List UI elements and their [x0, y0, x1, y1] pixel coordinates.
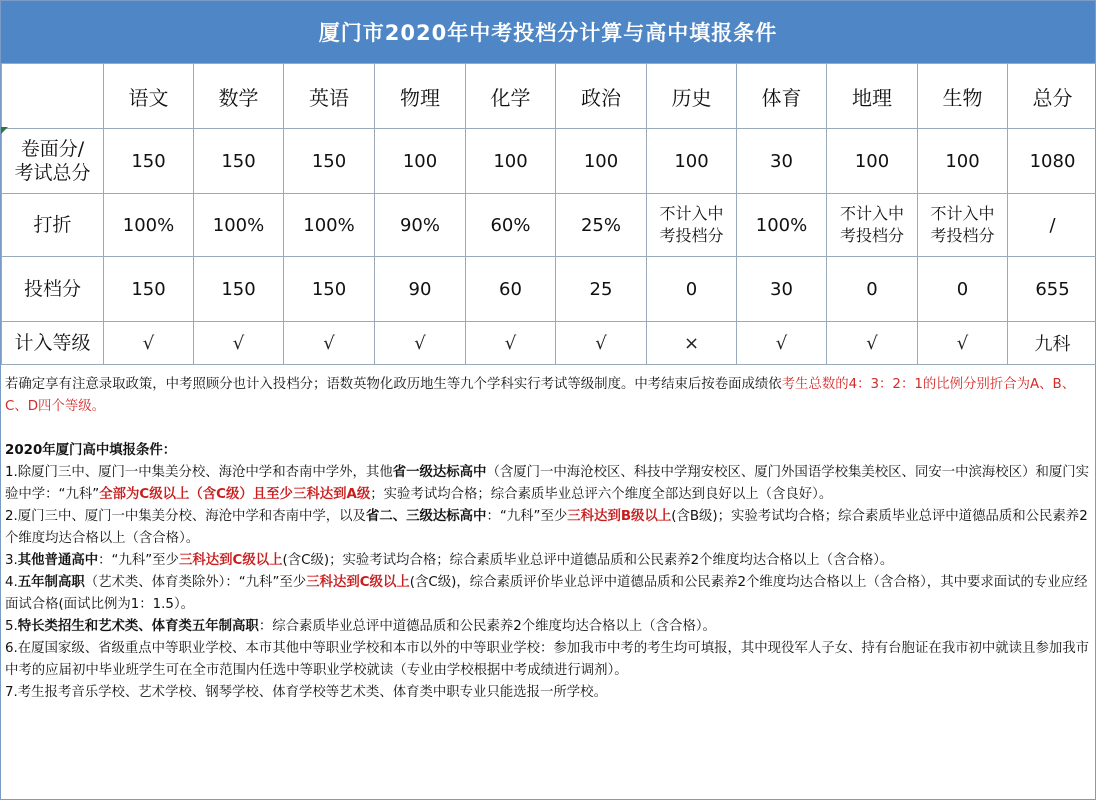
- condition-text: (含C级)，综合素质评价毕业总评中道德品质和公民素养2个维度均达合格以上（含合格），其中要求面试的专业应经面试合格(面试比例为1：1.5）。: [5, 575, 1088, 612]
- cross-icon: ×: [647, 322, 737, 365]
- condition-highlight: 全部为C级以上（含C级）且至少三科达到A级: [99, 487, 371, 502]
- table-cell: 150: [194, 129, 284, 194]
- check-icon: √: [194, 322, 284, 365]
- condition-text: (含B级)；实验考试均合格；综合素质毕业总评中道德品质和公民素养2个维度均达合格以上（含合格）。: [5, 509, 1088, 546]
- condition-2: [5, 506, 1091, 550]
- condition-text: ；实验考试均合格；综合素质毕业总评六个维度全部达到良好以上（含良好）。: [370, 487, 833, 502]
- check-icon: √: [827, 322, 918, 365]
- table-cell: 25%: [556, 194, 647, 257]
- intro-text: 若确定享有注意录取政策，中考照顾分也计入投档分；语数英物化政历地生等九个学科实行考试等级制度。中考结束后按卷面成绩依: [5, 377, 782, 392]
- condition-4: [5, 572, 1091, 616]
- table-cell: 100: [918, 129, 1008, 194]
- condition-text: （含厦门一中海沧校区、科技中学翔安校区、厦门外国语学校集美校区、同安一中滨海校区）和厦门实验中学：“九科”: [5, 465, 1090, 502]
- table-cell: 100: [556, 129, 647, 194]
- score-table: [1, 63, 1096, 365]
- table-header-cell: 地理: [827, 64, 918, 129]
- table-row: [2, 322, 1096, 365]
- condition-text: ：“九科”至少: [98, 553, 179, 568]
- table-cell: 150: [284, 257, 375, 322]
- table-cell: 150: [194, 257, 284, 322]
- notes-section: [1, 374, 1095, 704]
- condition-3: [5, 550, 1091, 572]
- condition-1: [5, 462, 1091, 506]
- table-cell: 100%: [737, 194, 827, 257]
- table-cell: 0: [647, 257, 737, 322]
- table-cell: 不计入中 考投档分: [647, 194, 737, 257]
- spacer: [5, 418, 1091, 440]
- intro-highlight: 考生总数的4：3：2：1的比例分别折合为A、B、C、D四个等级。: [5, 377, 1076, 414]
- table-cell: 150: [104, 129, 194, 194]
- table-cell: 0: [918, 257, 1008, 322]
- table-header-cell: 物理: [375, 64, 466, 129]
- table-header-cell: 体育: [737, 64, 827, 129]
- condition-bold: 省二、三级达标高中: [365, 509, 487, 524]
- table-cell: 30: [737, 257, 827, 322]
- row-label: 打折: [2, 194, 104, 257]
- condition-5: [5, 616, 1091, 638]
- condition-text: 3.: [5, 553, 18, 568]
- table-cell: 150: [284, 129, 375, 194]
- condition-bold: 省一级达标高中: [392, 465, 487, 480]
- table-header-cell: 政治: [556, 64, 647, 129]
- condition-text: 1.除厦门三中、厦门一中集美分校、海沧中学和杏南中学外，其他: [5, 465, 393, 480]
- row-label: 卷面分/ 考试总分: [2, 129, 104, 194]
- table-row: [2, 257, 1096, 322]
- table-cell: 655: [1008, 257, 1096, 322]
- table-cell: 不计入中 考投档分: [827, 194, 918, 257]
- condition-text: 5.: [5, 619, 18, 634]
- table-cell: 100%: [284, 194, 375, 257]
- table-row: [2, 129, 1096, 194]
- check-icon: √: [104, 322, 194, 365]
- table-cell: 100: [375, 129, 466, 194]
- page-title: 厦门市2020年中考投档分计算与高中填报条件: [1, 1, 1095, 63]
- condition-text: ：综合素质毕业总评中道德品质和公民素养2个维度均达合格以上（含合格）。: [258, 619, 716, 634]
- table-row: [2, 194, 1096, 257]
- condition-text: 2.厦门三中、厦门一中集美分校、海沧中学和杏南中学，以及: [5, 509, 366, 524]
- table-cell: 60%: [466, 194, 556, 257]
- table-header-cell: 生物: [918, 64, 1008, 129]
- check-icon: √: [918, 322, 1008, 365]
- conditions-title: 2020年厦门高中填报条件：: [5, 443, 177, 458]
- table-cell: 100: [466, 129, 556, 194]
- condition-text: (含C级)；实验考试均合格；综合素质毕业总评中道德品质和公民素养2个维度均达合格以上（含合格）。: [282, 553, 894, 568]
- table-cell: 150: [104, 257, 194, 322]
- table-header-cell: 数学: [194, 64, 284, 129]
- table-header-row: [2, 64, 1096, 129]
- table-header-cell: 化学: [466, 64, 556, 129]
- table-cell: 30: [737, 129, 827, 194]
- table-cell: 25: [556, 257, 647, 322]
- table-cell: /: [1008, 194, 1096, 257]
- table-cell: 90%: [375, 194, 466, 257]
- condition-bold: 其他普通高中: [17, 553, 99, 568]
- check-icon: √: [466, 322, 556, 365]
- condition-text: 4.: [5, 575, 18, 590]
- table-header-cell: 历史: [647, 64, 737, 129]
- table-cell: 不计入中 考投档分: [918, 194, 1008, 257]
- condition-highlight: 三科达到C级以上: [306, 575, 410, 590]
- table-cell: 100: [647, 129, 737, 194]
- condition-highlight: 三科达到C级以上: [178, 553, 283, 568]
- table-cell: 100%: [194, 194, 284, 257]
- row-label: 计入等级: [2, 322, 104, 365]
- table-cell: 100%: [104, 194, 194, 257]
- check-icon: √: [375, 322, 466, 365]
- table-header-cell: 语文: [104, 64, 194, 129]
- table-cell: 60: [466, 257, 556, 322]
- condition-bold: 五年制高职: [17, 575, 85, 590]
- check-icon: √: [737, 322, 827, 365]
- cell-comment-marker-icon: [1, 127, 8, 134]
- table-header-cell: 英语: [284, 64, 375, 129]
- table-cell: 1080: [1008, 129, 1096, 194]
- table-cell: 100: [827, 129, 918, 194]
- row-label: 投档分: [2, 257, 104, 322]
- table-cell: 90: [375, 257, 466, 322]
- check-icon: √: [556, 322, 647, 365]
- table-header-cell: [2, 64, 104, 129]
- condition-7: 7.考生报考音乐学校、艺术学校、钢琴学校、体育学校等艺术类、体育类中职专业只能选报一所学校。: [5, 685, 607, 700]
- condition-text: （艺术类、体育类除外）：“九科”至少: [84, 575, 307, 590]
- condition-highlight: 三科达到B级以上: [567, 509, 672, 524]
- table-cell: 0: [827, 257, 918, 322]
- intro-paragraph: [5, 374, 1091, 418]
- condition-6: 6.在厦国家级、省级重点中等职业学校、本市其他中等职业学校和本市以外的中等职业学校：参加我市中考的考生均可填报，其中现役军人子女、持有台胞证在我市初中就读且参加我市中考的应届初中毕业班学生可在全市范围内任选中等职业学校就读（专业由学校根据中考成绩进行调剂）。: [5, 641, 1090, 678]
- table-header-cell: 总分: [1008, 64, 1096, 129]
- condition-text: ：“九科”至少: [486, 509, 568, 524]
- condition-bold: 特长类招生和艺术类、体育类五年制高职: [17, 619, 259, 634]
- table-cell: 九科: [1008, 322, 1096, 365]
- check-icon: √: [284, 322, 375, 365]
